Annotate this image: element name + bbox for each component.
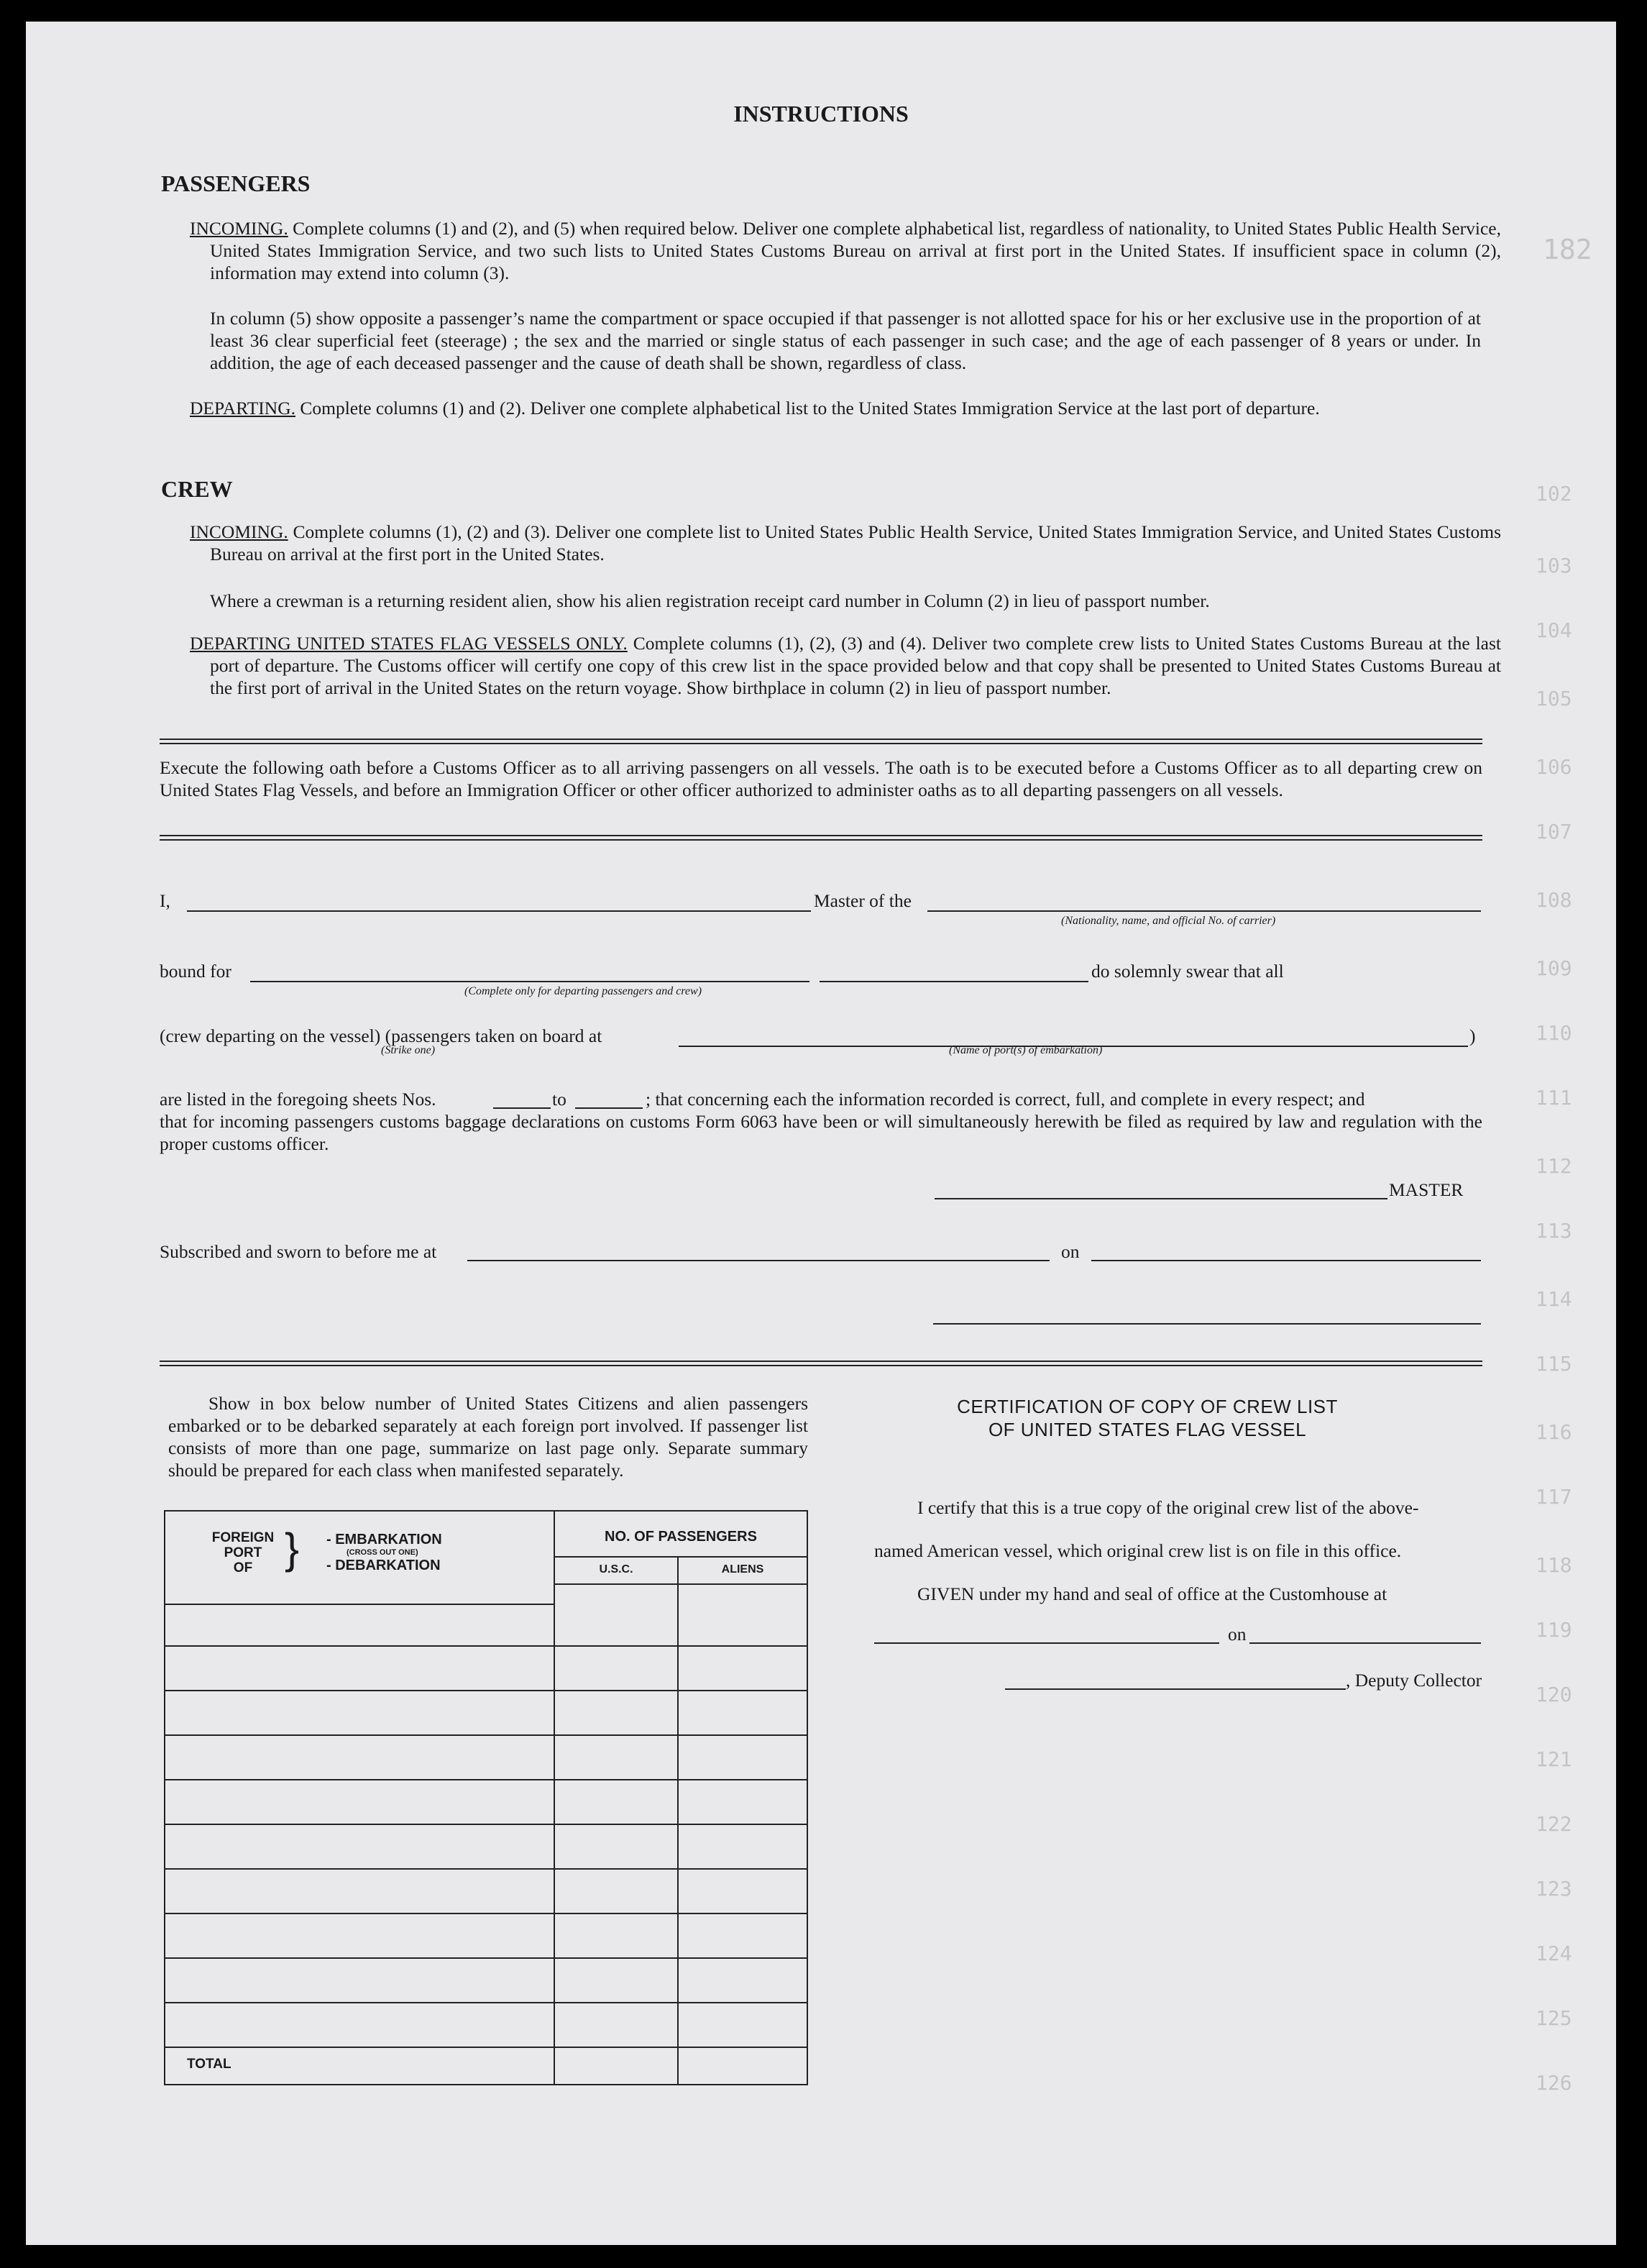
sheet-from-field[interactable] [493, 1107, 551, 1109]
table-row-line [165, 1824, 807, 1825]
certification-title-line1: CERTIFICATION OF COPY OF CREW LIST [957, 1396, 1338, 1417]
table-row-line [165, 2002, 807, 2003]
of-label: OF [233, 1560, 253, 1576]
listed-to: to [552, 1089, 566, 1110]
form-page [26, 22, 1616, 2245]
table-row-line [165, 2047, 807, 2048]
oath-i-label: I, [160, 890, 170, 911]
deputy-collector-signature-field[interactable] [1005, 1688, 1346, 1690]
crew-incoming-text: Complete columns (1), (2) and (3). Deliver one complete list to United States Public Health Service, United States Immigration Service, and United States Customs Bureau on arrival at the first port in the United States. [210, 521, 1502, 564]
divider-double-1 [160, 739, 1482, 744]
passengers-incoming-text: Complete columns (1) and (2), and (5) when required below. Deliver one complete alphabetical list, regardless of nationality, to United States Public Health Service, United States Immigration Service, and two such lists to United States Customs Bureau on arrival at first port in the United States. If insufficient space in column (2), information may extend into column (3). [210, 218, 1502, 283]
crew-incoming-label: INCOMING. [190, 521, 288, 542]
passengers-incoming-paragraph [190, 217, 1501, 284]
master-signature-field[interactable] [935, 1198, 1387, 1199]
certify-text-a: I certify that this is a true copy of the original crew list of the above- [917, 1497, 1419, 1518]
close-paren: ) [1469, 1025, 1476, 1046]
sworn-place-field[interactable] [467, 1260, 1050, 1261]
embarkation-label: - EMBARKATION [326, 1532, 442, 1547]
solemnly-swear-text: do solemnly swear that all [1091, 961, 1284, 982]
table-row-line [165, 1957, 807, 1959]
no-of-passengers-label: NO. OF PASSENGERS [605, 1529, 757, 1545]
passengers-column5-paragraph: In column (5) show opposite a passenger’s name the compartment or space occupied if that passenger is not allotted space for his or her exclusive use in the proportion of at least 36 clear superficial feet (steerage) ; the sex and the married or single status of each passenger in such case; and the age of each passenger of 8 years or under. In addition, the age of each deceased passenger and the cause of death shall be shown, regardless of class. [210, 308, 1481, 373]
table-row-line [165, 1734, 807, 1736]
master-label: MASTER [1389, 1179, 1464, 1200]
table-row-line [165, 1690, 807, 1691]
bound-for-caption: (Complete only for departing passengers and crew) [464, 985, 702, 997]
passengers-departing-label: DEPARTING. [190, 398, 295, 419]
table-row-line [165, 1868, 807, 1870]
table-row-line [165, 1779, 807, 1780]
foreign-label: FOREIGN [211, 1530, 275, 1545]
divider-double-3 [160, 1361, 1482, 1366]
customhouse-field[interactable] [874, 1642, 1219, 1644]
deputy-collector-label: , Deputy Collector [1346, 1670, 1482, 1691]
port-caption: (Name of port(s) of embarkation) [949, 1044, 1103, 1056]
crew-passengers-text: (crew departing on the vessel) (passengers taken on board at [160, 1025, 602, 1046]
listed-text-a: are listed in the foregoing sheets Nos. [160, 1089, 436, 1110]
passengers-departing-text: Complete columns (1) and (2). Deliver one complete alphabetical list to the United States Immigration Service at the last port of departure. [300, 398, 1320, 419]
crew-departing-label: DEPARTING UNITED STATES FLAG VESSELS ONLY. [190, 633, 628, 654]
listed-text-b: ; that concerning each the information recorded is correct, full, and complete in every respect; and [646, 1089, 1365, 1110]
total-label: TOTAL [187, 2057, 231, 2072]
master-of-the-label: Master of the [814, 890, 912, 911]
sheet-to-field[interactable] [575, 1107, 643, 1109]
cert-on-label: on [1228, 1624, 1247, 1645]
cross-out-label: (CROSS OUT ONE) [347, 1548, 418, 1557]
listed-text-c: that for incoming passengers customs baggage declarations on customs Form 6063 have been or will simultaneously herewith be filed as required by law and regulation with the proper customs officer. [160, 1111, 1482, 1154]
foreign-port-of-label [207, 1530, 279, 1576]
usc-label: U.S.C. [599, 1563, 633, 1576]
certification-title [853, 1395, 1442, 1441]
bound-for-field-2[interactable] [820, 981, 1088, 982]
brace-icon: } [285, 1524, 300, 1573]
bound-for-label: bound for [160, 961, 231, 982]
crew-incoming-paragraph [190, 521, 1501, 565]
crew-departing-paragraph [190, 632, 1501, 699]
master-name-field[interactable] [187, 910, 811, 912]
oath-intro: Execute the following oath before a Customs Officer as to all arriving passengers on all vessels. The oath is to be executed before a Customs Officer as to all departing crew on United States Flag Vessels, and before an Immigration Officer or other officer authorized to administer oaths as to all departing passengers on all vessels. [160, 757, 1482, 800]
carrier-caption: (Nationality, name, and official No. of carrier) [1061, 915, 1276, 927]
strike-one-caption: (Strike one) [381, 1044, 436, 1056]
debarkation-label: - DEBARKATION [326, 1558, 441, 1573]
certification-title-line2: OF UNITED STATES FLAG VESSEL [988, 1419, 1307, 1440]
table-vline-2 [677, 1556, 679, 2084]
aliens-label: ALIENS [721, 1563, 764, 1576]
bleed-through-marks: 182 102 103 104 105 106 107 108 109 110 111 112 113 114 115 116 117 118 119 120 121 122 123 124 125 126 [1536, 234, 1592, 2095]
divider-double-2 [160, 835, 1482, 841]
cert-date-field[interactable] [1249, 1642, 1481, 1644]
crew-returning-paragraph: Where a crewman is a returning resident alien, show his alien registration receipt card number in Column (2) in lieu of passport number. [210, 590, 1210, 611]
summary-instruction: Show in box below number of United States Citizens and alien passengers embarked or to be debarked separately at each foreign port involved. If passenger list consists of more than one page, summarize on last page only. Separate summary should be prepared for each class when manifested separately. [168, 1393, 808, 1481]
bound-for-field[interactable] [250, 981, 809, 982]
table-vline-1 [554, 1512, 555, 2084]
subscribed-text: Subscribed and sworn to before me at [160, 1241, 437, 1262]
carrier-field[interactable] [927, 910, 1481, 912]
table-hline-header-left [165, 1604, 555, 1605]
table-row-line [165, 1645, 807, 1647]
passengers-departing-paragraph [190, 397, 1501, 419]
officer-signature-field[interactable] [933, 1323, 1481, 1325]
crew-departing-text: Complete columns (1), (2), (3) and (4). Deliver two complete crew lists to United States Customs Bureau at the last port of departure. The Customs officer will certify one copy of this crew list in the space provided below and that copy shall be presented to United States Customs Bureau at the first port of arrival in the United States on the return voyage. Show birthplace in column (2) in lieu of passport number. [210, 633, 1502, 698]
page-title: INSTRUCTIONS [733, 101, 909, 127]
passengers-heading: PASSENGERS [161, 170, 311, 196]
given-text: GIVEN under my hand and seal of office at the Customhouse at [917, 1583, 1387, 1604]
table-row-line [165, 1913, 807, 1914]
certify-text-b: named American vessel, which original crew list is on file in this office. [874, 1540, 1402, 1561]
crew-heading: CREW [161, 476, 233, 502]
port-label: PORT [224, 1545, 262, 1560]
table-hline-sub [555, 1556, 807, 1558]
passengers-incoming-label: INCOMING. [190, 218, 288, 239]
passenger-summary-table [164, 1510, 808, 2085]
sworn-date-field[interactable] [1091, 1260, 1481, 1261]
table-hline-header-right [555, 1583, 807, 1585]
sworn-on-label: on [1061, 1241, 1080, 1262]
